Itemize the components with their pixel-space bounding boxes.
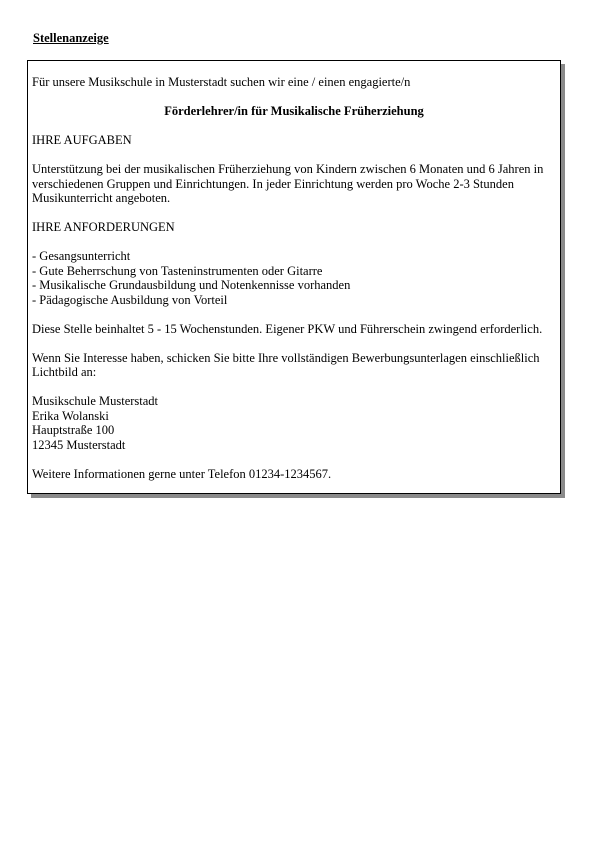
tasks-line: Unterstützung bei der musikalischen Früherziehung von Kindern zwischen 6 Monaten und 6 Jahren in	[32, 162, 544, 176]
intro-text: Für unsere Musikschule in Musterstadt suchen wir eine / einen engagierte/n	[32, 75, 411, 89]
tasks-description	[32, 162, 556, 206]
job-ad-box	[27, 60, 561, 494]
requirement-item: - Pädagogische Ausbildung von Vorteil	[32, 292, 228, 307]
address-line: Musikschule Musterstadt	[32, 394, 159, 408]
tasks-line: verschiedenen Gruppen und Einrichtungen. In jeder Einrichtung werden pro Woche 2-3 Stunden	[32, 176, 514, 191]
application-line: Lichtbild an:	[32, 365, 97, 379]
requirements-heading: IHRE ANFORDERUNGEN	[32, 220, 175, 234]
requirement-item: - Gute Beherrschung von Tasteninstrumenten oder Gitarre	[32, 263, 323, 278]
address-line: Erika Wolanski	[32, 408, 109, 423]
application-instructions	[32, 351, 556, 380]
tasks-line: Musikunterricht angeboten.	[32, 191, 171, 205]
address-line: 12345 Musterstadt	[32, 437, 126, 452]
document-heading: Stellenanzeige	[33, 31, 109, 45]
application-line: Wenn Sie Interesse haben, schicken Sie bitte Ihre vollständigen Bewerbungsunterlagen einschließlich	[32, 350, 540, 365]
tasks-heading: IHRE AUFGABEN	[32, 133, 132, 147]
requirement-item: - Gesangsunterricht	[32, 249, 131, 263]
requirements-list	[32, 249, 556, 307]
address-line: Hauptstraße 100	[32, 423, 115, 437]
postal-address	[32, 394, 556, 452]
job-ad-content	[32, 75, 556, 481]
requirement-item: - Musikalische Grundausbildung und Notenkennisse vorhanden	[32, 278, 351, 292]
hours-note: Diese Stelle beinhaltet 5 - 15 Wochenstunden. Eigener PKW und Führerschein zwingend erforderlich.	[32, 321, 543, 336]
job-title: Förderlehrer/in für Musikalische Früherziehung	[164, 104, 424, 118]
contact-info: Weitere Informationen gerne unter Telefon 01234-1234567.	[32, 466, 332, 481]
